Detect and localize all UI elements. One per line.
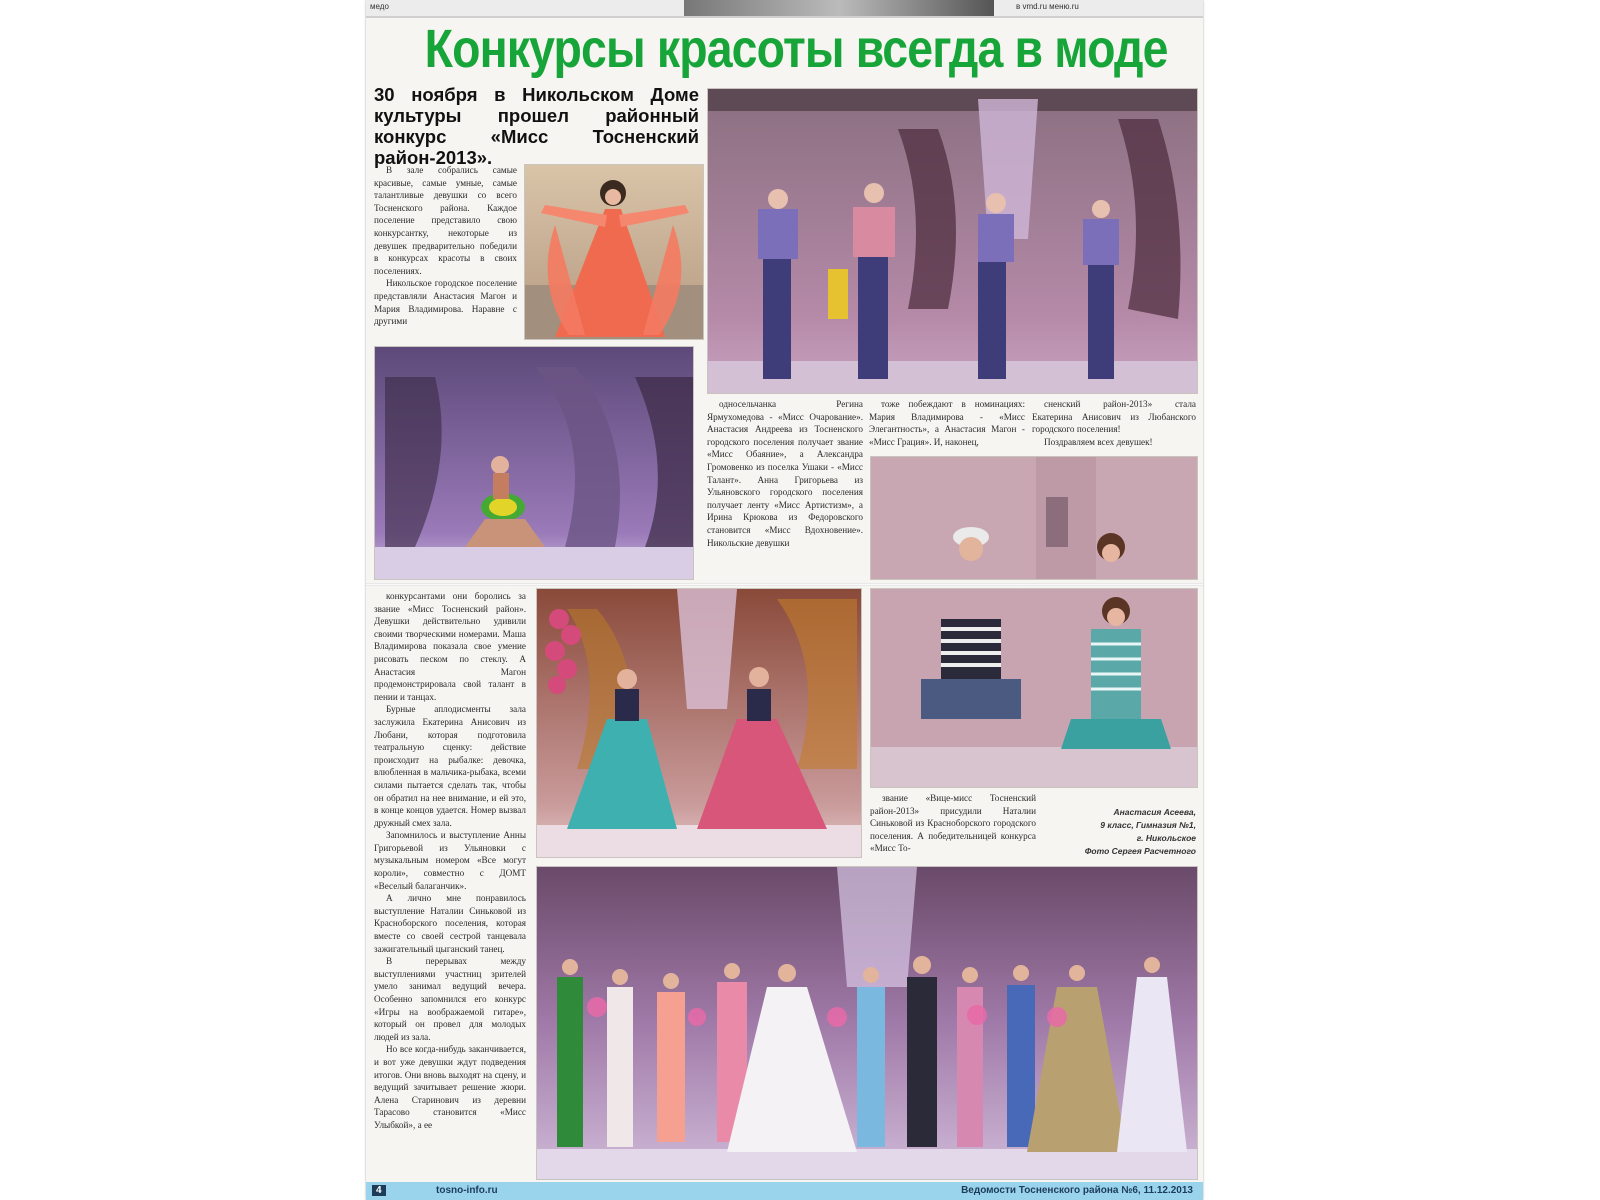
- paragraph: Бурные аплодисменты зала заслужила Екатерина Анисович из Любани, которая подготовила театральную сценку: действие происходит на рыбалке: девочка, влюбленная в мальчика-рыбака, всеми силами пытается сделать так, чтобы он обратил на нее внимание, и ей это, в конце концов удается. Номер вызвал дружный смех зала.: [374, 704, 526, 828]
- photo-fisherman-scene: [870, 588, 1198, 788]
- paragraph: тоже побеждают в номинациях: Мария Владимирова - «Мисс Элегантность», а Анастасия Магон - «Мисс Грация». И, наконец,: [869, 399, 1025, 447]
- photo-group-dance: [707, 88, 1198, 394]
- photo-dancer-orange-dress: [524, 164, 704, 340]
- photo-fisherman-scene-top: [870, 456, 1198, 580]
- photo-credit: Фото Сергея Расчетного: [1084, 846, 1196, 856]
- text-col1-top: [374, 164, 517, 344]
- paragraph: сненский район-2013» стала Екатерина Анисович из Любанского городского поселения!: [1032, 399, 1196, 435]
- author-class: 9 класс, Гимназия №1,: [1100, 820, 1196, 830]
- text-col4-mid: [1032, 398, 1196, 450]
- photo-dancer-kneeling: [374, 346, 694, 580]
- paragraph: односельчанка Регина Ярмухомедова - «Мисс Очарование». Анастасия Андреева из Тосненского городского поселения получает звание «Мисс Обаяние», а Александра Громовенко из поселка Ушаки - «Мисс Талант». Анна Григорьева из Ульяновского городского поселения получает ленту «Мисс Артистизм», а Ирина Крюкова из Федоровского становится «Мисс Вдохновение». Никольские девушки: [707, 399, 863, 548]
- footer-paper: Ведомости Тосненского района №6, 11.12.2013: [961, 1185, 1193, 1196]
- paragraph: конкурсантами они боролись за звание «Мисс Тосненский район». Девушки действительно удивили своими творческими номерами. Маша Владимирова показала свое умение рисовать песком по стеклу. А Анастасия Магон продемонстрировала свой талант в пении и танцах.: [374, 591, 526, 702]
- text-col2-mid: [707, 398, 863, 578]
- top-strip-right-text: в vmd.ru меню.ru: [1016, 2, 1079, 11]
- footer-bar: [366, 1182, 1203, 1200]
- newspaper-page: [366, 0, 1203, 1200]
- text-col3-bottom: [870, 792, 1036, 854]
- paragraph: Запомнилось и выступление Анны Григорьевой из Ульяновки с музыкальным номером «Все могут короли», совместно с ДОМТ «Веселый балаганчик».: [374, 830, 526, 891]
- lead-paragraph: 30 ноября в Никольском Доме культуры прошел районный конкурс «Мисс Тосненский район-2013».: [374, 84, 699, 168]
- footer-site: tosno-info.ru: [436, 1185, 498, 1196]
- photo-finale-group: [536, 866, 1198, 1180]
- paragraph: Но все когда-нибудь заканчивается, и вот уже девушки ждут подведения итогов. Они вновь выходят на сцену, и ведущий зачитывает решение жюри. Алена Старинович из деревни Тарасово становится «Мисс Улыбкой», а ее: [374, 1044, 526, 1130]
- page-fold: [366, 583, 1203, 586]
- paragraph: звание «Вице-мисс Тосненский район-2013» присудили Наталии Синьковой из Красноборского городского поселения. А победительницей конкурса «Мисс То-: [870, 793, 1036, 854]
- text-col1-bottom: [374, 590, 526, 1180]
- top-strip-image: [684, 0, 994, 16]
- paragraph: Никольское городское поселение представляли Анастасия Магон и Мария Владимирова. Наравне с другими: [374, 278, 517, 327]
- photo-gypsy-dance: [536, 588, 862, 858]
- paragraph: В перерывах между выступлениями участниц зрителей умело занимал ведущий вечера. Особенно запомнился его конкурс «Игры на воображаемой гитаре», который он провел для молодых людей из зала.: [374, 956, 526, 1042]
- top-strip-left-text: медо: [370, 2, 389, 11]
- headline: Конкурсы красоты всегда в моде: [424, 19, 1168, 79]
- top-strip: [366, 0, 1203, 18]
- paragraph: В зале собрались самые красивые, самые умные, самые талантливые девушки со всего Тосненского района. Каждое поселение представило свою конкурсантку, некоторые из девушек предварительно победили в конкурсах красоты в своих поселениях.: [374, 165, 517, 276]
- author-signature: [1046, 806, 1196, 858]
- paragraph: Поздравляем всех девушек!: [1044, 436, 1153, 447]
- author-place: г. Никольское: [1136, 833, 1196, 843]
- page-number: 4: [372, 1185, 386, 1196]
- author-name: Анастасия Асеева,: [1113, 807, 1196, 817]
- text-col3-mid: [869, 398, 1025, 450]
- paragraph: А лично мне понравилось выступление Наталии Синьковой из Красноборского поселения, которая вместе со своей сестрой танцевала зажигательный цыганский танец.: [374, 893, 526, 954]
